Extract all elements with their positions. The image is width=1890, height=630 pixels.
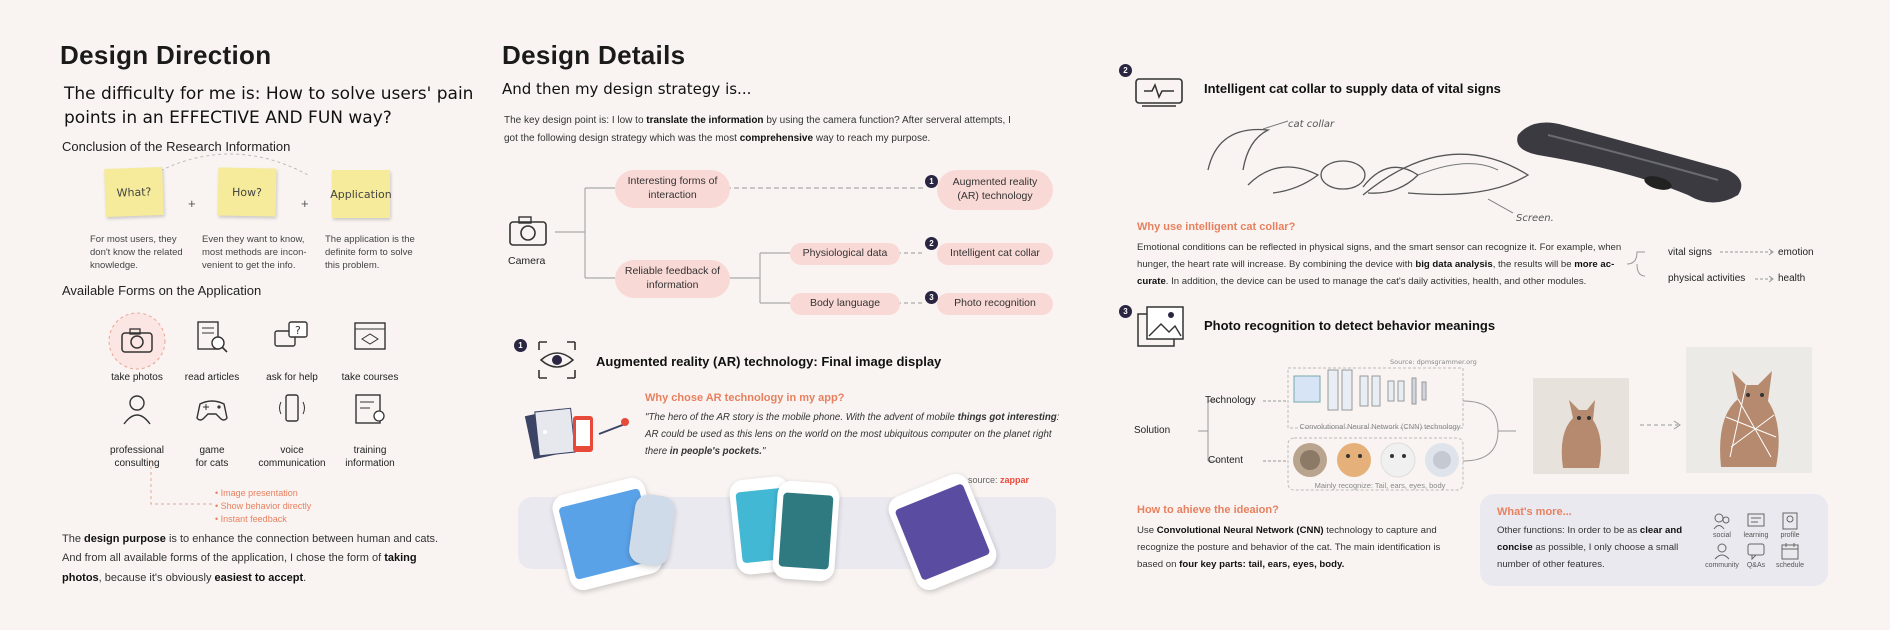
design-details-title: Design Details <box>502 40 686 70</box>
collar-section-title: Intelligent cat collar to supply data of vital signs <box>1204 81 1501 96</box>
whats-more-heading: What's more... <box>1497 506 1572 518</box>
doctor-icon <box>117 390 157 428</box>
feature-icon-label: community <box>1705 562 1739 569</box>
benefit-item: • Show behavior directly <box>215 501 312 512</box>
technology-label: Technology <box>1205 395 1256 406</box>
sticky-what: What? <box>104 167 164 217</box>
whats-more-paragraph: Other functions: In order to be as clear and concise as possible, I only choose a small number of other features. <box>1497 525 1683 570</box>
collar-device-icon <box>1134 74 1184 110</box>
number-badge: 1 <box>514 339 527 352</box>
collar-why-heading: Why use intelligent cat collar? <box>1137 221 1296 233</box>
course-window-icon <box>350 318 390 356</box>
chat-question-icon <box>272 318 312 356</box>
node-intelligent-collar: Intelligent cat collar <box>937 243 1053 265</box>
qa-icon <box>1746 541 1766 561</box>
sticky-how: How? <box>218 167 277 216</box>
recognize-label: Mainly recognize: Tail, ears, eyes, body <box>1314 481 1446 490</box>
profile-icon <box>1780 511 1800 531</box>
social-icon <box>1712 511 1732 531</box>
number-badge: 3 <box>925 291 938 304</box>
camera-label: Camera <box>508 255 546 267</box>
form-label: read articles <box>184 372 240 383</box>
forms-heading: Available Forms on the Application <box>62 283 262 298</box>
strategy-subtitle: And then my design strategy is... <box>502 80 752 98</box>
cnn-label: Convolutional Neural Network (CNN) technology <box>1299 422 1461 431</box>
form-label: training information <box>345 445 395 469</box>
collar-paragraph: Emotional conditions can be reflected in physical signs, and the smart sensor can recognize it. For example, when hunger, the heart rate will increase. By combining the device with big data analysis, the results will be more ac- curate. In addition, the device can be used to manage the cat's daily activities, health, and other modules. <box>1137 242 1622 287</box>
ar-eye-icon <box>532 338 582 382</box>
schedule-icon <box>1780 541 1800 561</box>
form-label: ask for help <box>266 372 318 383</box>
phone-voice-icon <box>272 390 312 428</box>
health-label: health <box>1778 273 1806 284</box>
conclusion-heading: Conclusion of the Research Information <box>62 139 291 154</box>
community-icon <box>1712 541 1732 561</box>
cnn-diagram <box>1292 356 1477 418</box>
solution-label: Solution <box>1134 425 1171 436</box>
training-doc-icon <box>350 390 390 428</box>
ar-quote: "The hero of the AR story is the mobile phone. With the advent of mobile things got interesting: AR could be used as this lens on the world on the most ubiquitous computer on the planet right there in people's pockets." <box>645 412 1060 457</box>
design-purpose-paragraph: The design purpose is to enhance the connection between human and cats. And from all available forms of the application, I chose the form of taking photos, because it's obviously easiest to accept. <box>62 533 439 584</box>
difficulty-question-line2: points in an EFFECTIVE AND FUN way? <box>64 108 392 128</box>
strategy-intro: The key design point is: I low to translate the information by using the camera function? After serveral attempts, I got the following design strategy which was the most comprehensive way to reach my purpose. <box>504 115 1011 144</box>
content-label: Content <box>1208 455 1244 466</box>
benefit-item: • Instant feedback <box>215 514 287 525</box>
difficulty-question-line1: The difficulty for me is: How to solve users' pain <box>64 84 474 104</box>
camera-icon[interactable] <box>117 321 157 359</box>
physical-activities-label: physical activities <box>1668 273 1746 284</box>
feature-icon-label: Q&As <box>1746 562 1766 569</box>
photo-gallery-icon <box>1134 303 1186 351</box>
node-reliable-feedback: Reliable feedback of information <box>615 260 730 298</box>
node-physiological-data: Physiological data <box>790 243 900 265</box>
phone-mockup <box>884 470 1000 595</box>
ar-source: source: zappar <box>968 475 1030 485</box>
ar-why-heading: Why chose AR technology in my app? <box>645 392 845 404</box>
phone-mockup <box>772 480 841 582</box>
number-badge: 1 <box>925 175 938 188</box>
camera-icon <box>508 212 548 250</box>
number-badge: 3 <box>1119 305 1132 318</box>
benefit-item: • Image presentation <box>215 488 298 498</box>
form-label: take photos <box>111 372 163 383</box>
emotion-label: emotion <box>1778 247 1814 258</box>
sticky-how-desc: Even they want to know, most methods are incon- venient to get the info. <box>202 234 307 271</box>
node-interesting-forms: Interesting forms of interaction <box>615 170 730 208</box>
cat-thumbnails <box>1290 440 1470 482</box>
plus-sign: + <box>301 196 309 211</box>
sketch-label: cat collar <box>1288 119 1335 130</box>
ar-section-title: Augmented reality (AR) technology: Final image display <box>596 354 942 369</box>
node-body-language: Body language <box>790 293 900 315</box>
feature-icon-label: profile <box>1780 532 1800 539</box>
vital-signs-label: vital signs <box>1668 247 1712 258</box>
cat-grid-photo <box>1686 347 1812 473</box>
gamepad-icon <box>192 390 232 428</box>
number-badge: 2 <box>1119 64 1132 77</box>
collar-sketch <box>1188 115 1768 227</box>
design-direction-title: Design Direction <box>60 40 272 70</box>
cat-photo <box>1533 378 1629 474</box>
form-label: game for cats <box>195 445 229 469</box>
sketch-label: Screen. <box>1516 213 1554 224</box>
learning-icon <box>1746 511 1766 531</box>
svg-text:?: ? <box>295 324 301 337</box>
photo-section-title: Photo recognition to detect behavior meanings <box>1204 318 1496 333</box>
cnn-source: Source: dpmsgrammer.org <box>1390 358 1477 366</box>
feature-icon-label: learning <box>1743 532 1769 539</box>
number-badge: 2 <box>925 237 938 250</box>
form-label: take courses <box>341 372 399 383</box>
feature-icon-label: schedule <box>1775 562 1805 569</box>
feature-icon-label: social <box>1713 532 1731 539</box>
sticky-application: Application <box>332 170 390 218</box>
how-paragraph: Use Convolutional Neural Network (CNN) technology to capture and recognize the posture and behavior of the cat. The main identification is based on four key parts: tail, ears, eyes, body. <box>1137 525 1441 570</box>
node-photo-recognition: Photo recognition <box>937 293 1053 315</box>
form-label: professional consulting <box>110 445 164 469</box>
node-ar-technology: Augmented reality (AR) technology <box>937 170 1053 210</box>
sticky-what-desc: For most users, they don't know the related knowledge. <box>90 234 183 271</box>
sticky-application-desc: The application is the definite form to solve this problem. <box>325 234 415 271</box>
benefit-connector <box>145 455 220 510</box>
plus-sign: + <box>188 196 196 211</box>
ar-illustration <box>525 402 635 467</box>
article-search-icon <box>192 318 232 356</box>
form-label: voice communication <box>258 445 326 469</box>
arrow-icon <box>1638 418 1688 432</box>
photo-benefits-list <box>215 487 311 526</box>
how-heading: How to ahieve the ideaion? <box>1137 504 1279 516</box>
